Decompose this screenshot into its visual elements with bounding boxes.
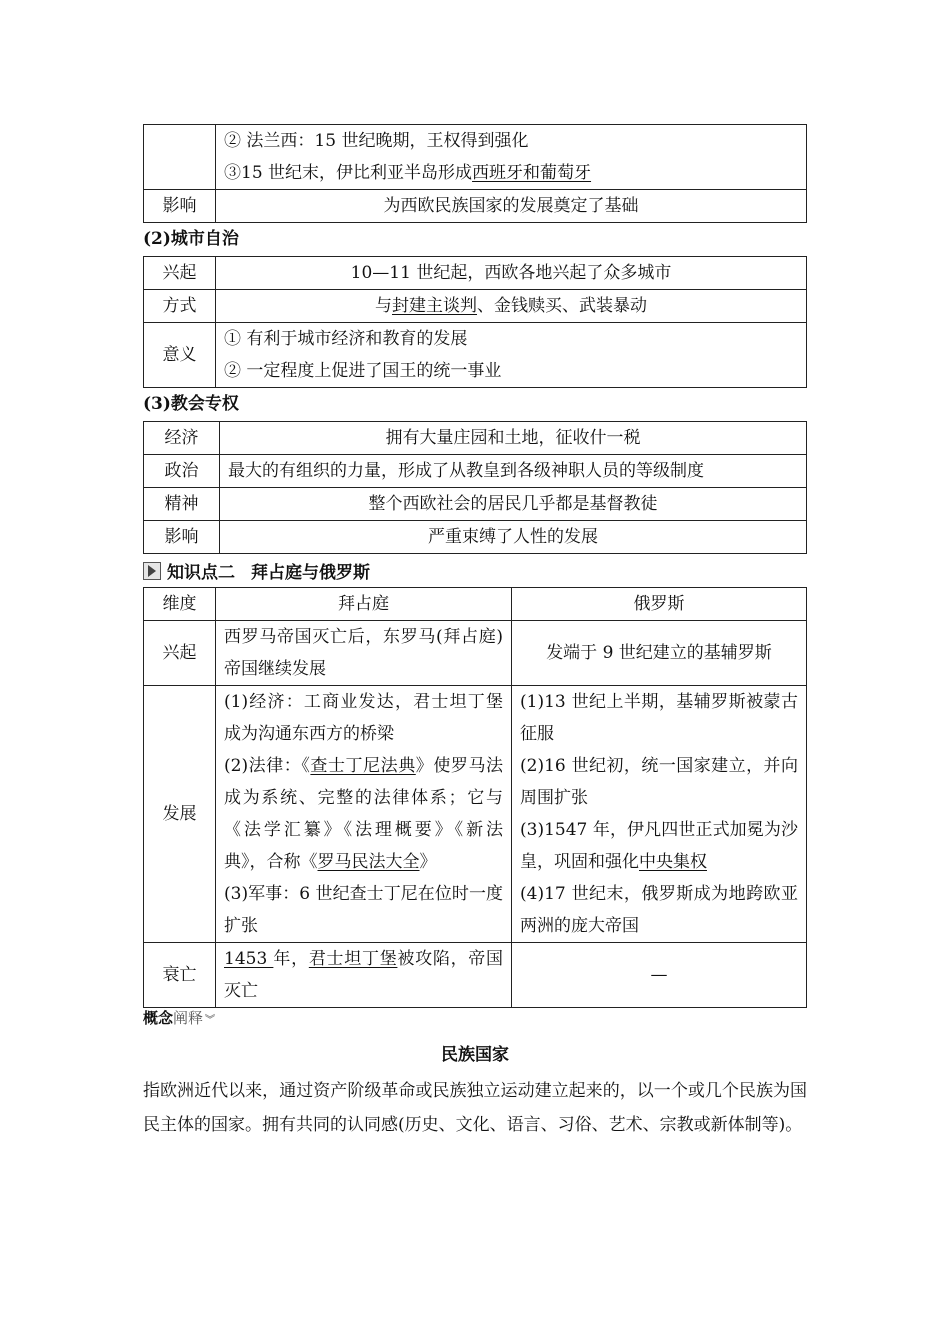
table-row [144,488,807,521]
table-header-row [144,588,807,621]
row-value: 10—11 世纪起，西欧各地兴起了众多城市 [216,257,807,290]
table-church-power [143,421,807,554]
row-label: 兴起 [144,257,216,290]
column-header: 维度 [144,588,216,621]
centralization-underlined: 中央集权 [639,852,707,872]
method-underlined: 封建主谈判 [392,296,477,316]
russia-cell: 发端于 9 世纪建立的基辅罗斯 [512,621,807,686]
row-value [216,290,807,323]
france-line: ② 法兰西：15 世纪晚期，王权得到强化 [224,131,529,151]
row-value: 拥有大量庄园和土地，征收什一税 [220,422,807,455]
row-label: 影响 [144,521,220,554]
content-cell [216,125,807,190]
russia-cell: — [512,943,807,1008]
corpus-juris-underlined: 罗马民法大全 [317,852,420,872]
row-label: 影响 [144,190,216,223]
constantinople-underlined: 君士坦丁堡 [308,949,398,969]
table-row [144,521,807,554]
byz-economy: (1)经济：工商业发达，君士坦丁堡成为沟通东西方的桥梁 [224,692,503,744]
section-title-church: (3)教会专权 [143,394,239,414]
byz-law-text: 》 [419,852,437,872]
row-value: 整个西欧社会的居民几乎都是基督教徒 [220,488,807,521]
concept-tag-b: 阐释 [173,1009,204,1027]
table-row [144,455,807,488]
justinian-code-underlined: 查士丁尼法典 [310,756,416,776]
table-row [144,323,807,388]
meaning-line-2: ② 一定程度上促进了国王的统一事业 [224,361,502,381]
iberia-line [224,157,798,189]
year-underlined: 1453 [224,949,274,969]
concept-tag [143,1008,807,1030]
knowledge-point-title: 拜占庭与俄罗斯 [251,563,370,583]
table-city-autonomy [143,256,807,388]
row-value: 最大的有组织的力量，形成了从教皇到各级神职人员的等级制度 [220,455,807,488]
byzantium-cell: 西罗马帝国灭亡后，东罗马(拜占庭)帝国继续发展 [216,621,512,686]
row-label: 经济 [144,422,220,455]
rus-dev-2: (2)16 世纪初，统一国家建立，并向周围扩张 [520,756,798,808]
table-row [144,422,807,455]
column-header: 俄罗斯 [512,588,807,621]
table-row [144,621,807,686]
play-triangle-icon [143,562,161,580]
russia-cell [512,686,807,943]
double-chevron-down-icon: ︾ [205,1015,216,1026]
byz-law-text: 》使罗马法成为系统、完整的法律体系；它与《法学汇纂》《法理概要》《新法典》，合称《 [224,756,504,872]
rus-dev-3-text: (3)1547 年，伊凡四世正式加冕为沙皇，巩固和强化 [520,820,798,872]
table-byzantium-russia [143,587,807,1008]
table-row [144,686,807,943]
table-row [144,125,807,190]
row-label: 意义 [144,323,216,388]
empty-label-cell [144,125,216,190]
byzantium-cell [216,686,512,943]
knowledge-point-number: 知识点二 [167,563,235,583]
row-label: 精神 [144,488,220,521]
concept-tag-a: 概念 [143,1009,174,1027]
knowledge-point-heading [143,554,807,587]
byzantium-cell [216,943,512,1008]
row-value: 为西欧民族国家的发展奠定了基础 [216,190,807,223]
section-title-city: (2)城市自治 [143,229,239,249]
table-row [144,290,807,323]
meaning-line-1: ① 有利于城市经济和教育的发展 [224,329,468,349]
row-label: 发展 [144,686,216,943]
row-label: 方式 [144,290,216,323]
byz-law-text: (2)法律：《 [224,756,311,776]
rus-dev-4: (4)17 世纪末，俄罗斯成为地跨欧亚两洲的庞大帝国 [520,884,798,936]
concept-title: 民族国家 [441,1045,509,1065]
rus-dev-3 [520,814,798,878]
spain-portugal-underlined: 西班牙和葡萄牙 [472,163,592,183]
row-label: 兴起 [144,621,216,686]
table-row [144,257,807,290]
column-header: 拜占庭 [216,588,512,621]
rus-dev-1: (1)13 世纪上半期，基辅罗斯被蒙古征服 [520,692,798,744]
decline-text: 被攻陷，帝国灭亡 [224,949,504,1001]
row-label: 衰亡 [144,943,216,1008]
table-row [144,943,807,1008]
page-content [143,124,807,1142]
row-value [216,323,807,388]
row-value: 严重束缚了人性的发展 [220,521,807,554]
byz-law [224,750,503,878]
decline-text: 年， [273,949,309,969]
table-nation-states [143,124,807,223]
byz-military: (3)军事：6 世纪查士丁尼在位时一度扩张 [224,884,503,936]
iberia-text: ③15 世纪末，伊比利亚半岛形成 [224,163,473,183]
method-prefix: 与 [375,296,392,316]
row-label: 政治 [144,455,220,488]
table-row [144,190,807,223]
method-suffix: 、金钱赎买、武装暴动 [477,296,647,316]
concept-definition: 指欧洲近代以来，通过资产阶级革命或民族独立运动建立起来的，以一个或几个民族为国民主体的国家。拥有共同的认同感(历史、文化、语言、习俗、艺术、宗教或新体制等)。 [143,1081,807,1135]
